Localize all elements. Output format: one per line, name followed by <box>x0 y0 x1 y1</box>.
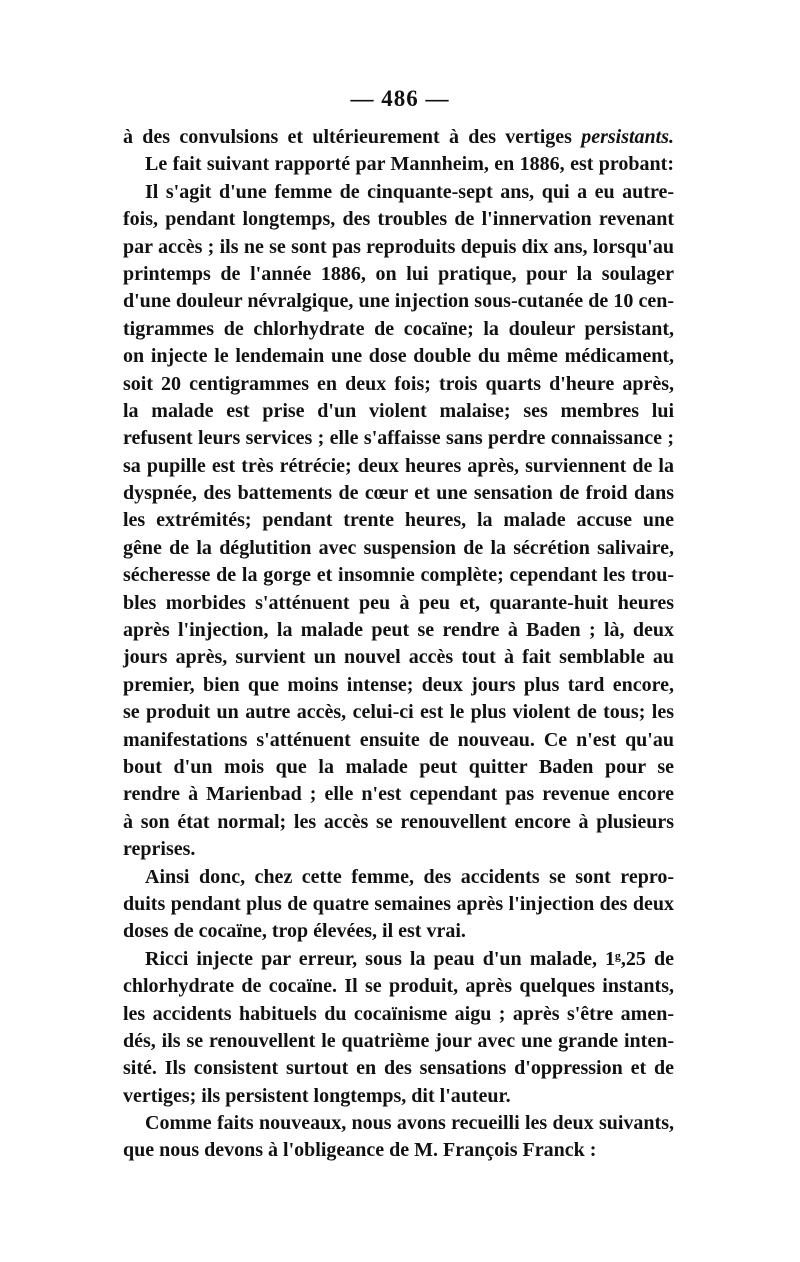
body-text <box>123 124 674 1165</box>
text-line: se produit un autre accès, celui-ci est le plus violent de tous; les <box>123 701 674 724</box>
text-line: Le fait suivant rapporté par Mannheim, en 1886, est probant: <box>145 153 674 176</box>
emphasized-word: persistants. <box>581 126 674 148</box>
text-line: dyspnée, des battements de cœur et une sensation de froid dans <box>123 482 674 505</box>
text-line: chlorhydrate de cocaïne. Il se produit, après quelques instants, <box>123 975 674 998</box>
text-line: reprises. <box>123 838 196 861</box>
text-line: duits pendant plus de quatre semaines après l'injection des deux <box>123 892 674 915</box>
text-line: à son état normal; les accès se renouvellent encore à plusieurs <box>123 810 674 833</box>
text-line: printemps de l'année 1886, on lui pratique, pour la soulager <box>123 262 674 285</box>
text-line: Il s'agit d'une femme de cinquante-sept ans, qui a eu autre- <box>145 180 674 203</box>
text-line: que nous devons à l'obligeance de M. François Franck : <box>123 1139 597 1162</box>
text-line: dés, ils se renouvellent le quatrième jour avec une grande inten- <box>123 1029 674 1052</box>
text-line: les extrémités; pendant trente heures, la malade accuse une <box>123 509 674 532</box>
text-line: bout d'un mois que la malade peut quitter Baden pour se <box>123 755 674 778</box>
text-line: les accidents habituels du cocaïnisme aigu ; après s'être amen- <box>123 1002 674 1025</box>
text-line: rendre à Marienbad ; elle n'est cependant pas revenue encore <box>123 783 674 806</box>
text-line: tigrammes de chlorhydrate de cocaïne; la douleur persistant, <box>123 317 674 340</box>
text-line: Comme faits nouveaux, nous avons recueilli les deux suivants, <box>145 1112 674 1135</box>
text-line: bles morbides s'atténuent peu à peu et, quarante-huit heures <box>123 591 674 614</box>
text-line: vertiges; ils persistent longtemps, dit l'auteur. <box>123 1084 511 1107</box>
text-line: refusent leurs services ; elle s'affaisse sans perdre connaissance ; <box>123 427 674 450</box>
text-line: doses de cocaïne, trop élevées, il est vrai. <box>123 920 466 943</box>
page-number: — 486 — <box>350 86 450 111</box>
text-line: fois, pendant longtemps, des troubles de l'innervation revenant <box>123 208 674 231</box>
text-line: d'une douleur névralgique, une injection sous-cutanée de 10 cen- <box>123 290 674 313</box>
text-line: on injecte le lendemain une dose double du même médicament, <box>123 345 674 368</box>
text-line: Ainsi donc, chez cette femme, des accidents se sont repro- <box>145 865 674 888</box>
text-line: sa pupille est très rétrécie; deux heures après, surviennent de la <box>123 454 674 477</box>
text-line: sécheresse de la gorge et insomnie complète; cependant les trou- <box>123 564 674 587</box>
text-line: sité. Ils consistent surtout en des sensations d'oppression et de <box>123 1057 674 1080</box>
text-line: après l'injection, la malade peut se rendre à Baden ; là, deux <box>123 619 674 642</box>
text-line: à des convulsions et ultérieurement à des vertiges persistants. <box>123 126 674 148</box>
text-line: soit 20 centigrammes en deux fois; trois quarts d'heure après, <box>123 372 674 395</box>
text-line: Ricci injecte par erreur, sous la peau d'un malade, 1ᵍ,25 de <box>145 947 674 970</box>
text-line: par accès ; ils ne se sont pas reproduits depuis dix ans, lorsqu'au <box>123 235 674 258</box>
text-line: gêne de la déglutition avec suspension de la sécrétion salivaire, <box>123 536 674 559</box>
text-line: jours après, survient un nouvel accès tout à fait semblable au <box>123 646 674 669</box>
text-line: manifestations s'atténuent ensuite de nouveau. Ce n'est qu'au <box>123 728 674 751</box>
text-line: la malade est prise d'un violent malaise; ses membres lui <box>123 399 674 422</box>
text-line: premier, bien que moins intense; deux jours plus tard encore, <box>123 673 674 696</box>
